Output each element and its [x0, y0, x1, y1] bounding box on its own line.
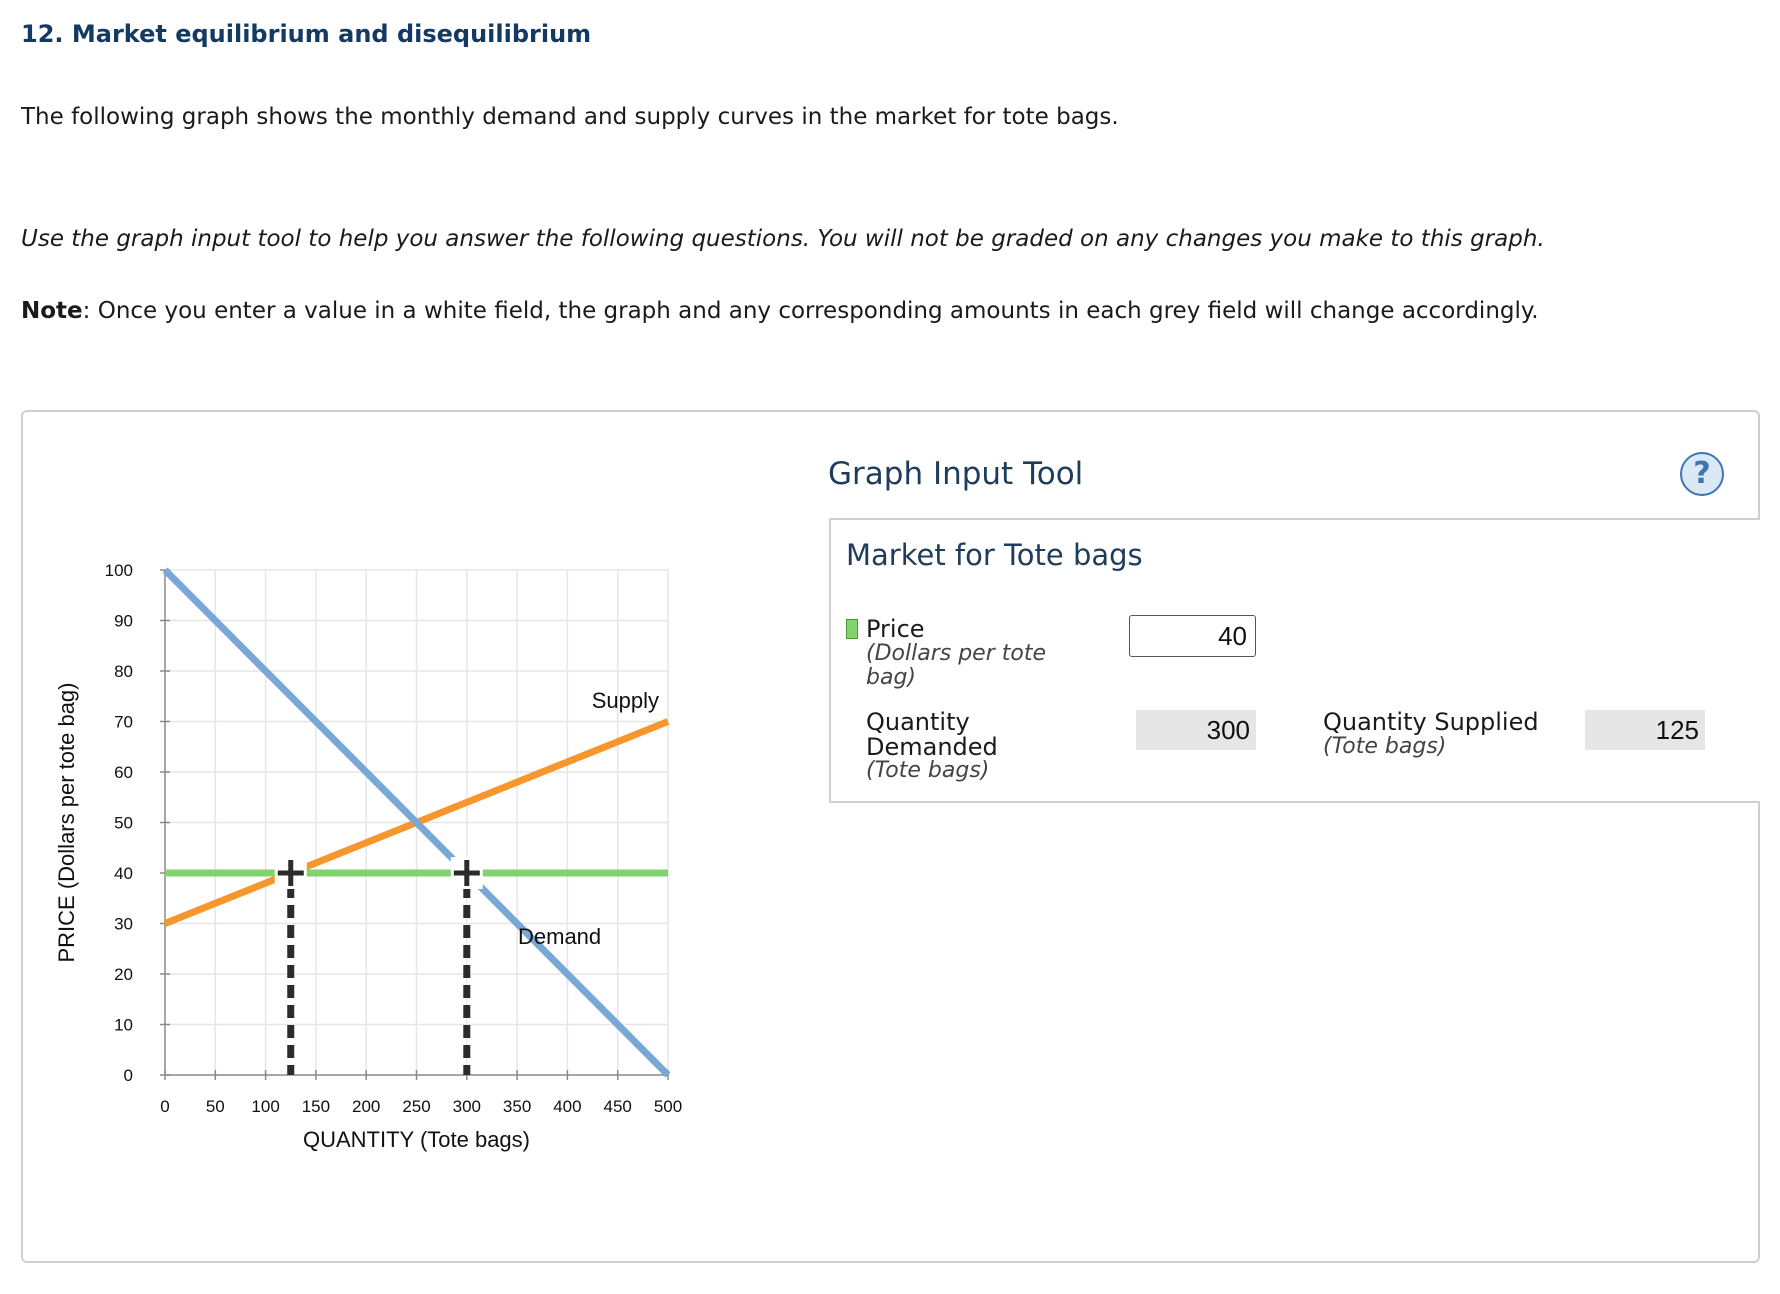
price-unit-line2: bag) — [866, 665, 916, 690]
y-tick-label: 10 — [114, 1015, 133, 1035]
x-tick-label: 0 — [160, 1097, 170, 1116]
y-axis-title: PRICE (Dollars per tote bag) — [54, 682, 79, 963]
x-tick-label: 300 — [452, 1097, 481, 1116]
price-color-swatch — [846, 619, 858, 639]
y-tick-label: 90 — [114, 611, 133, 631]
graph-input-tool-title: Graph Input Tool — [828, 456, 1084, 492]
quantity-demanded-label-line1: Quantity — [866, 708, 970, 736]
price-input[interactable] — [1129, 615, 1256, 657]
x-tick-label: 50 — [205, 1097, 225, 1116]
quantity-demanded-field: 300 — [1136, 710, 1256, 750]
x-tick-label: 500 — [653, 1097, 683, 1116]
y-tick-label: 30 — [114, 914, 133, 934]
y-tick-label: 20 — [114, 965, 133, 984]
x-tick-label: 450 — [603, 1097, 632, 1116]
x-axis-title: QUANTITY (Tote bags) — [303, 1127, 530, 1152]
demand-label: Demand — [518, 924, 602, 949]
quantity-demanded-label-line2: Demanded — [866, 733, 998, 761]
quantity-supplied-unit: (Tote bags) — [1323, 734, 1447, 759]
y-tick-label: 100 — [104, 561, 133, 580]
price-unit-line1: (Dollars per tote — [866, 641, 1046, 666]
market-title: Market for Tote bags — [846, 538, 1143, 572]
y-tick-label: 70 — [114, 712, 133, 732]
note-label: Note — [21, 298, 83, 324]
chart-labels — [518, 688, 659, 949]
help-icon[interactable]: ? — [1680, 452, 1724, 496]
quantity-supplied-label: Quantity Supplied — [1323, 708, 1539, 736]
question-heading: 12. Market equilibrium and disequilibrium — [21, 20, 592, 48]
y-tick-label: 50 — [114, 813, 133, 833]
x-tick-label: 100 — [251, 1097, 280, 1116]
quantity-demanded-unit: (Tote bags) — [866, 758, 990, 783]
note-text: : Once you enter a value in a white field, the graph and any corresponding amounts in each grey field will change accordingly. — [82, 298, 1539, 324]
y-tick-label: 0 — [123, 1066, 133, 1085]
supply-label: Supply — [591, 688, 659, 713]
x-tick-label: 150 — [301, 1097, 331, 1116]
chart-axes — [54, 561, 682, 1152]
x-tick-label: 350 — [502, 1097, 532, 1116]
quantity-supplied-field: 125 — [1585, 710, 1705, 750]
y-tick-label: 40 — [114, 864, 133, 883]
question-intro: The following graph shows the monthly demand and supply curves in the market for tote bags. — [21, 104, 1119, 130]
y-tick-label: 60 — [114, 763, 133, 782]
x-tick-label: 250 — [402, 1097, 431, 1116]
x-tick-label: 200 — [352, 1097, 381, 1116]
y-tick-label: 80 — [114, 662, 133, 681]
question-instructions: Use the graph input tool to help you answer the following questions. You will not be graded on any changes you make to this graph. — [21, 226, 1545, 252]
x-tick-label: 400 — [553, 1097, 582, 1116]
price-label: Price — [866, 615, 925, 643]
